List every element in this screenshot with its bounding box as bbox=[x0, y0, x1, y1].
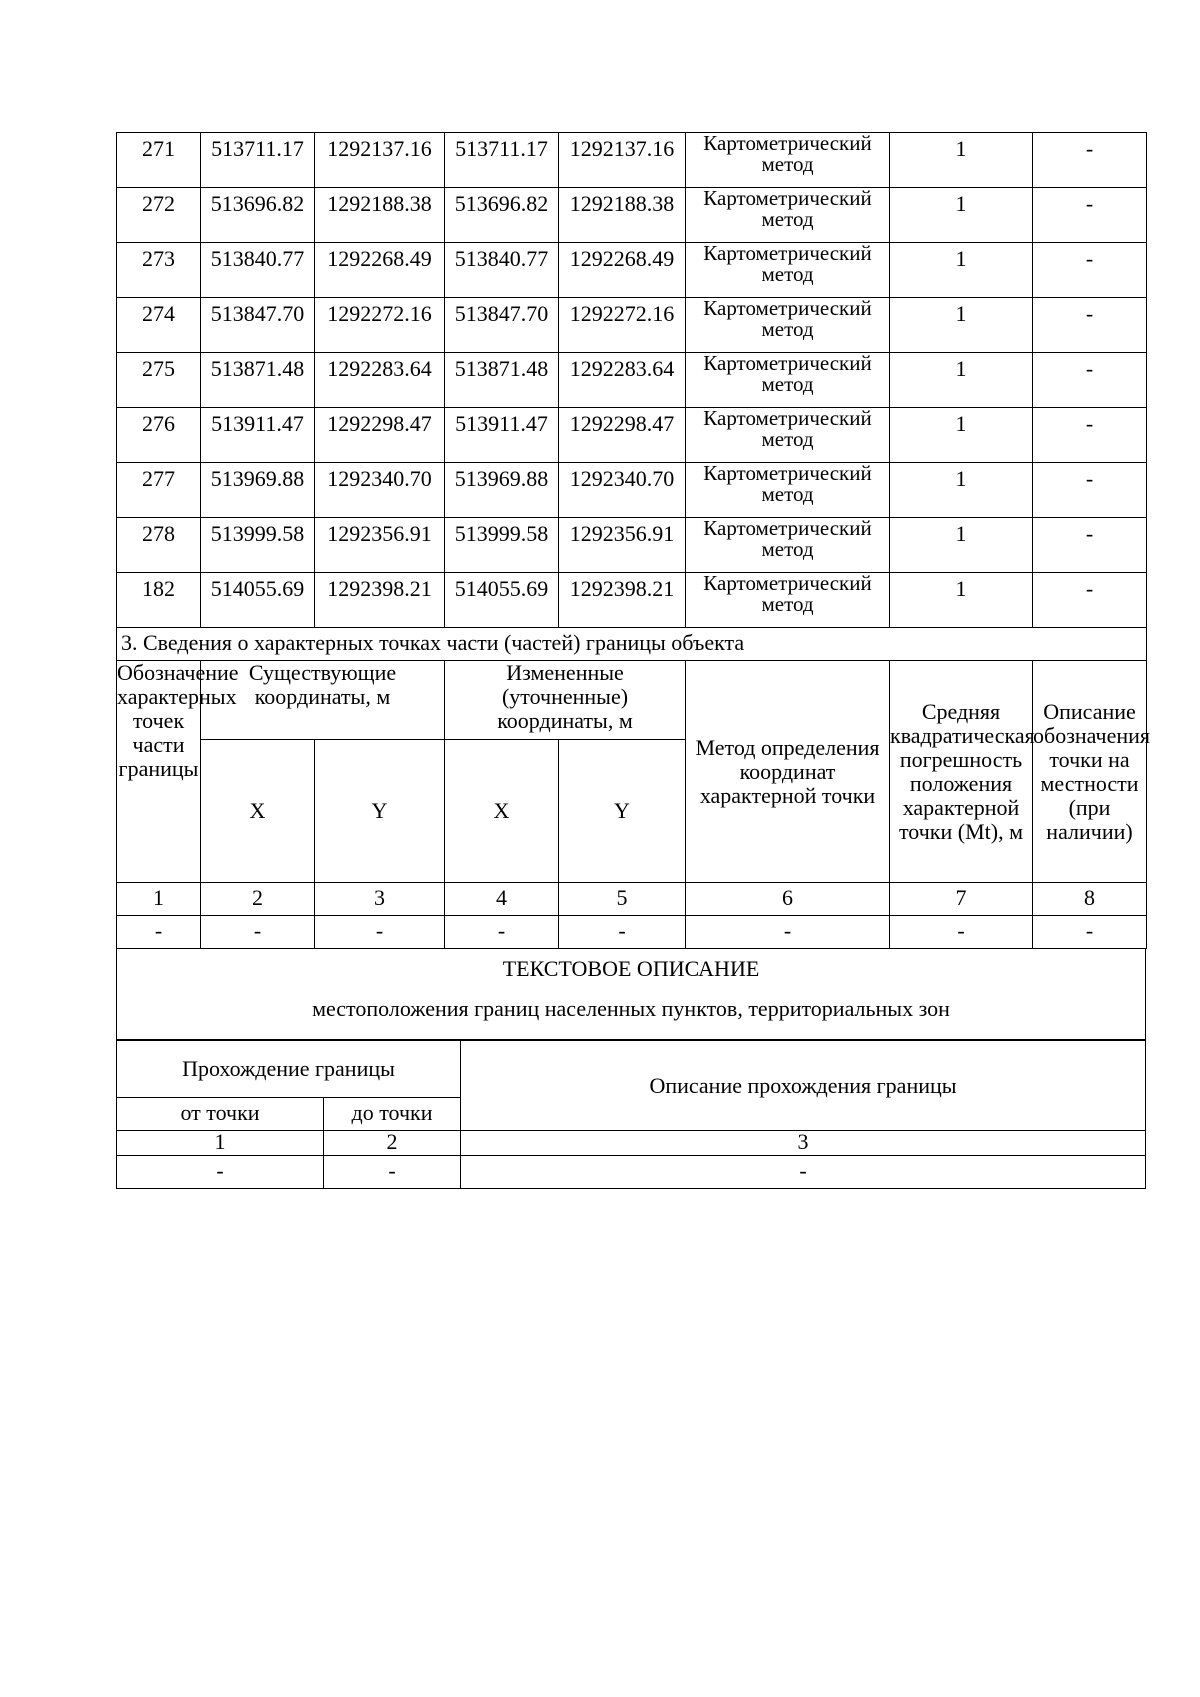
text-description-table bbox=[116, 949, 1146, 1040]
passage-empty-row bbox=[117, 1156, 1146, 1189]
col-changed-x: X bbox=[445, 740, 559, 883]
method-line: метод bbox=[761, 482, 814, 506]
empty-cell: - bbox=[445, 916, 559, 949]
changed-x-cell: 513911.47 bbox=[445, 408, 559, 463]
table-row bbox=[117, 353, 1147, 408]
method-line: Картометрический bbox=[703, 131, 872, 155]
method-line: метод bbox=[761, 152, 814, 176]
method-cell bbox=[686, 353, 890, 408]
changed-y-cell: 1292188.38 bbox=[559, 188, 686, 243]
method-line: Картометрический bbox=[703, 296, 872, 320]
existing-y-cell: 1292356.91 bbox=[315, 518, 445, 573]
changed-y-cell: 1292356.91 bbox=[559, 518, 686, 573]
column-number: 7 bbox=[890, 883, 1033, 916]
changed-y-cell: 1292398.21 bbox=[559, 573, 686, 628]
empty-cell: - bbox=[686, 916, 890, 949]
changed-x-cell: 513871.48 bbox=[445, 353, 559, 408]
changed-x-cell: 513847.70 bbox=[445, 298, 559, 353]
existing-y-cell: 1292283.64 bbox=[315, 353, 445, 408]
method-line: метод bbox=[761, 317, 814, 341]
method-line: Картометрический bbox=[703, 241, 872, 265]
table-row bbox=[117, 188, 1147, 243]
point-number-cell: 274 bbox=[117, 298, 201, 353]
point-number-cell: 271 bbox=[117, 133, 201, 188]
text-description-subtitle: местоположения границ населенных пунктов, территориальных зон bbox=[312, 996, 950, 1021]
column-number: 1 bbox=[117, 883, 201, 916]
column-number: 2 bbox=[201, 883, 315, 916]
column-number: 3 bbox=[461, 1131, 1146, 1156]
changed-x-cell: 513840.77 bbox=[445, 243, 559, 298]
col-description: Описание обозначения точки на местности (при наличии) bbox=[1033, 661, 1147, 883]
method-cell bbox=[686, 188, 890, 243]
existing-y-cell: 1292137.16 bbox=[315, 133, 445, 188]
empty-cell: - bbox=[890, 916, 1033, 949]
existing-y-cell: 1292298.47 bbox=[315, 408, 445, 463]
passage-header: Прохождение границы bbox=[117, 1041, 461, 1098]
column-number: 2 bbox=[324, 1131, 461, 1156]
mt-cell: 1 bbox=[890, 298, 1033, 353]
changed-x-cell: 514055.69 bbox=[445, 573, 559, 628]
changed-y-cell: 1292272.16 bbox=[559, 298, 686, 353]
boundary-passage-table bbox=[116, 1040, 1146, 1189]
point-number-cell: 272 bbox=[117, 188, 201, 243]
description-cell: - bbox=[1033, 573, 1147, 628]
point-number-cell: 278 bbox=[117, 518, 201, 573]
empty-cell: - bbox=[117, 1156, 324, 1189]
description-cell: - bbox=[1033, 188, 1147, 243]
method-line: Картометрический bbox=[703, 516, 872, 540]
col-changed-coords: Измененные (уточненные) координаты, м bbox=[445, 661, 686, 740]
table-row bbox=[117, 243, 1147, 298]
empty-cell: - bbox=[201, 916, 315, 949]
coordinates-table-body bbox=[117, 133, 1147, 628]
method-line: метод bbox=[761, 372, 814, 396]
empty-cell: - bbox=[559, 916, 686, 949]
mt-cell: 1 bbox=[890, 188, 1033, 243]
table-row bbox=[117, 518, 1147, 573]
from-point-header: от точки bbox=[117, 1098, 324, 1131]
mt-cell: 1 bbox=[890, 243, 1033, 298]
col-point-designation: Обозначение характерных точек части границы bbox=[117, 661, 201, 883]
method-line: метод bbox=[761, 537, 814, 561]
method-line: метод bbox=[761, 592, 814, 616]
method-line: Картометрический bbox=[703, 461, 872, 485]
existing-y-cell: 1292188.38 bbox=[315, 188, 445, 243]
existing-y-cell: 1292272.16 bbox=[315, 298, 445, 353]
description-cell: - bbox=[1033, 518, 1147, 573]
to-point-header: до точки bbox=[324, 1098, 461, 1131]
mt-cell: 1 bbox=[890, 353, 1033, 408]
column-number: 8 bbox=[1033, 883, 1147, 916]
method-cell bbox=[686, 298, 890, 353]
empty-cell: - bbox=[1033, 916, 1147, 949]
col-method: Метод определения координат характерной точки bbox=[686, 661, 890, 883]
column-number: 4 bbox=[445, 883, 559, 916]
description-cell: - bbox=[1033, 133, 1147, 188]
existing-y-cell: 1292398.21 bbox=[315, 573, 445, 628]
existing-x-cell: 513871.48 bbox=[201, 353, 315, 408]
section3-empty-row bbox=[117, 916, 1147, 949]
col-mt: Средняя квадратическая погрешность положения характерной точки (Mt), м bbox=[890, 661, 1033, 883]
existing-x-cell: 513696.82 bbox=[201, 188, 315, 243]
description-cell: - bbox=[1033, 353, 1147, 408]
passage-number-row bbox=[117, 1131, 1146, 1156]
column-number: 5 bbox=[559, 883, 686, 916]
changed-y-cell: 1292340.70 bbox=[559, 463, 686, 518]
mt-cell: 1 bbox=[890, 408, 1033, 463]
existing-x-cell: 513999.58 bbox=[201, 518, 315, 573]
section3-title: 3. Сведения о характерных точках части (частей) границы объекта bbox=[117, 628, 1147, 661]
empty-cell: - bbox=[461, 1156, 1146, 1189]
point-number-cell: 276 bbox=[117, 408, 201, 463]
text-description-title: ТЕКСТОВОЕ ОПИСАНИЕ bbox=[502, 956, 760, 981]
col-existing-coords: Существующие координаты, м bbox=[201, 661, 445, 740]
existing-x-cell: 513847.70 bbox=[201, 298, 315, 353]
empty-cell: - bbox=[315, 916, 445, 949]
changed-y-cell: 1292298.47 bbox=[559, 408, 686, 463]
section3-table bbox=[116, 628, 1151, 949]
description-cell: - bbox=[1033, 463, 1147, 518]
existing-x-cell: 514055.69 bbox=[201, 573, 315, 628]
document-sheet bbox=[116, 131, 1151, 1189]
method-line: Картометрический bbox=[703, 186, 872, 210]
method-line: Картометрический bbox=[703, 571, 872, 595]
changed-x-cell: 513969.88 bbox=[445, 463, 559, 518]
empty-cell: - bbox=[117, 916, 201, 949]
point-number-cell: 275 bbox=[117, 353, 201, 408]
table-row bbox=[117, 573, 1147, 628]
section3-number-row bbox=[117, 883, 1147, 916]
changed-x-cell: 513696.82 bbox=[445, 188, 559, 243]
mt-cell: 1 bbox=[890, 463, 1033, 518]
col-existing-x: X bbox=[201, 740, 315, 883]
method-line: метод bbox=[761, 207, 814, 231]
col-changed-y: Y bbox=[559, 740, 686, 883]
method-line: Картометрический bbox=[703, 351, 872, 375]
table-row bbox=[117, 408, 1147, 463]
col-existing-y: Y bbox=[315, 740, 445, 883]
mt-cell: 1 bbox=[890, 573, 1033, 628]
method-cell bbox=[686, 408, 890, 463]
existing-x-cell: 513911.47 bbox=[201, 408, 315, 463]
changed-y-cell: 1292137.16 bbox=[559, 133, 686, 188]
column-number: 1 bbox=[117, 1131, 324, 1156]
description-cell: - bbox=[1033, 298, 1147, 353]
method-cell bbox=[686, 133, 890, 188]
table-row bbox=[117, 463, 1147, 518]
changed-x-cell: 513711.17 bbox=[445, 133, 559, 188]
point-number-cell: 277 bbox=[117, 463, 201, 518]
method-cell bbox=[686, 573, 890, 628]
method-line: метод bbox=[761, 427, 814, 451]
description-cell: - bbox=[1033, 243, 1147, 298]
text-description-header bbox=[117, 949, 1146, 1040]
passage-description-header: Описание прохождения границы bbox=[461, 1041, 1146, 1131]
method-cell bbox=[686, 243, 890, 298]
mt-cell: 1 bbox=[890, 518, 1033, 573]
column-number: 3 bbox=[315, 883, 445, 916]
changed-y-cell: 1292268.49 bbox=[559, 243, 686, 298]
table-row bbox=[117, 133, 1147, 188]
existing-x-cell: 513969.88 bbox=[201, 463, 315, 518]
description-cell: - bbox=[1033, 408, 1147, 463]
method-line: Картометрический bbox=[703, 406, 872, 430]
mt-cell: 1 bbox=[890, 133, 1033, 188]
existing-x-cell: 513840.77 bbox=[201, 243, 315, 298]
table-row bbox=[117, 298, 1147, 353]
empty-cell: - bbox=[324, 1156, 461, 1189]
method-cell bbox=[686, 463, 890, 518]
existing-y-cell: 1292268.49 bbox=[315, 243, 445, 298]
existing-y-cell: 1292340.70 bbox=[315, 463, 445, 518]
changed-x-cell: 513999.58 bbox=[445, 518, 559, 573]
changed-y-cell: 1292283.64 bbox=[559, 353, 686, 408]
point-number-cell: 182 bbox=[117, 573, 201, 628]
coordinates-table bbox=[116, 132, 1147, 628]
method-cell bbox=[686, 518, 890, 573]
existing-x-cell: 513711.17 bbox=[201, 133, 315, 188]
method-line: метод bbox=[761, 262, 814, 286]
column-number: 6 bbox=[686, 883, 890, 916]
point-number-cell: 273 bbox=[117, 243, 201, 298]
